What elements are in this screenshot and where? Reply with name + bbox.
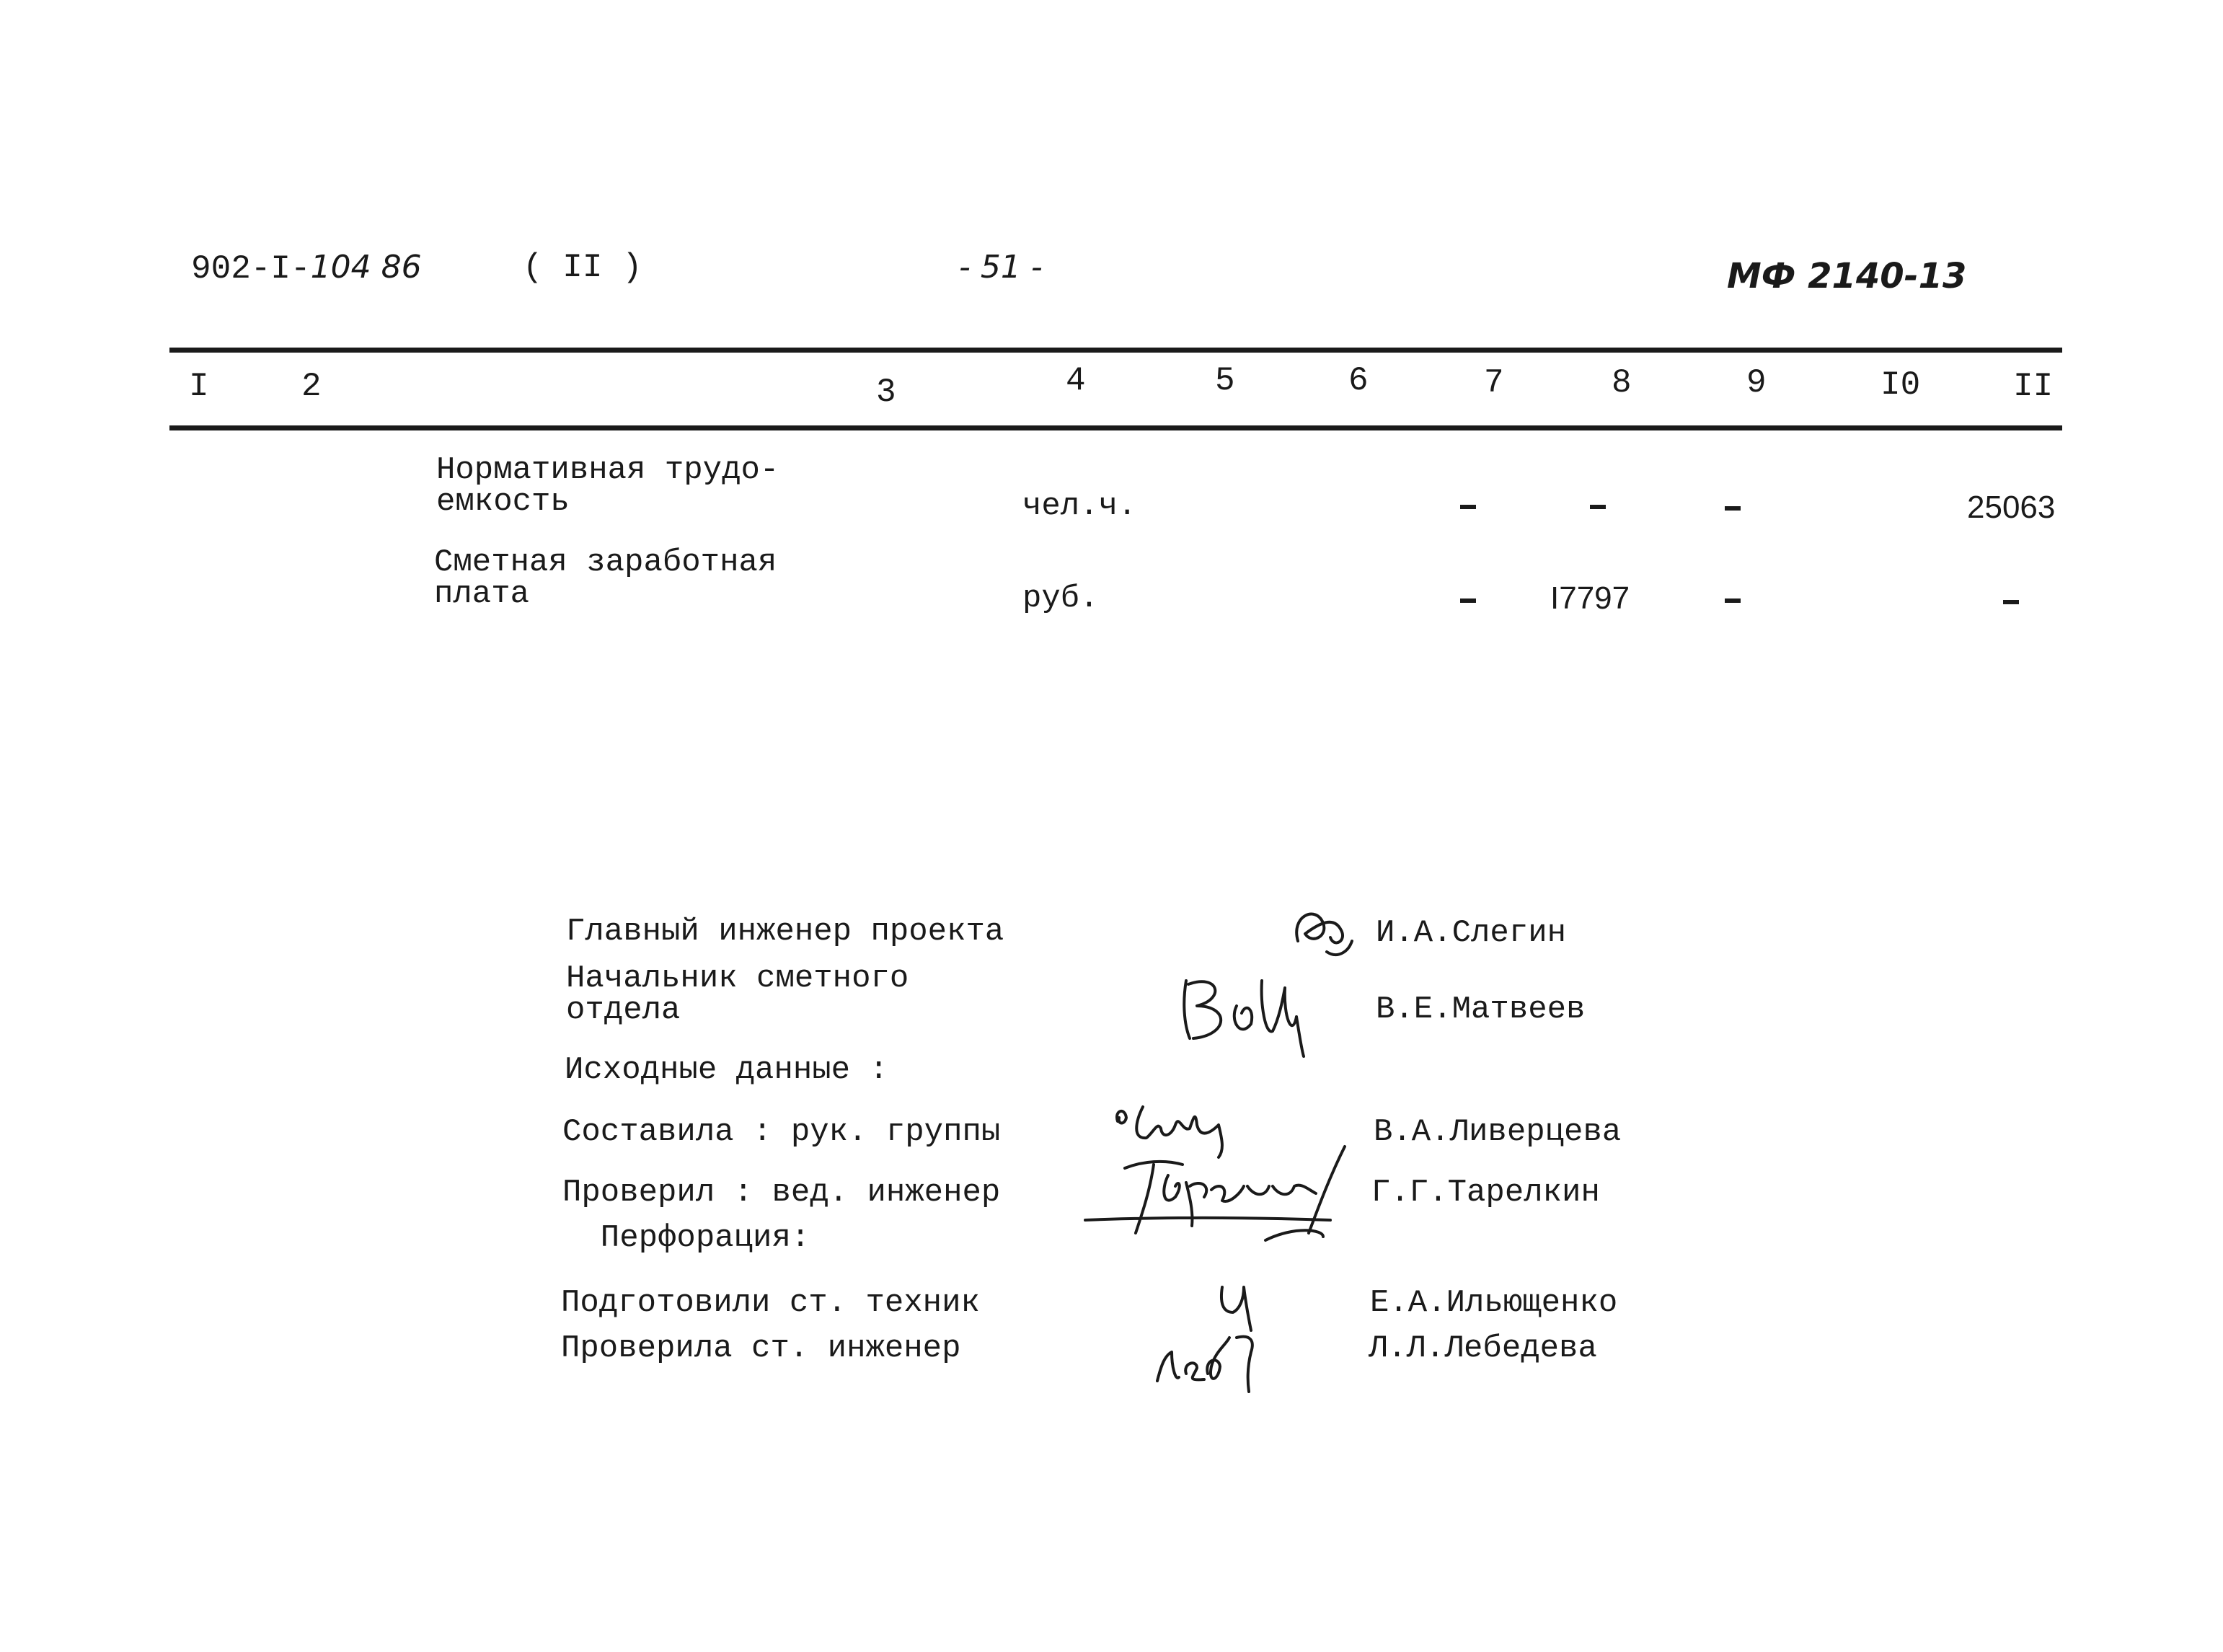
column-number-3: 3 <box>876 374 896 411</box>
column-number-5: 5 <box>1215 362 1235 399</box>
signature-section-source-data: Исходные данные : <box>565 1052 888 1088</box>
signature-role-prepared-by: Подготовили ст. техник <box>561 1285 980 1321</box>
archive-code: МФ 2140-13 <box>1727 256 1967 296</box>
table-row-2-col8: I7797 <box>1550 580 1630 616</box>
column-number-4: 4 <box>1066 362 1086 399</box>
signature-role-checked-by: Проверил : вед. инженер <box>562 1175 1001 1211</box>
table-row-1-col11: 25063 <box>1967 490 2056 525</box>
column-number-9: 9 <box>1746 364 1767 402</box>
page-number: - 51 - <box>959 249 1043 286</box>
document-code <box>191 249 422 288</box>
table-row-2-name <box>434 544 777 612</box>
table-row-1-name <box>436 454 779 518</box>
signature-role-estimate-head-line1: Начальник сметного <box>566 960 909 997</box>
table-header-bottom-rule <box>169 425 2062 430</box>
table-row-2-col7-dash <box>1460 598 1476 603</box>
column-number-8: 8 <box>1612 364 1632 402</box>
signature-section-perforation: Перфорация: <box>562 1220 810 1256</box>
table-row-2-col11-dash <box>2003 600 2019 604</box>
signature-role-compiled-by: Составила : рук. группы <box>562 1114 1001 1150</box>
table-row-1-col9-dash <box>1725 506 1741 511</box>
table-row-1-col7-dash <box>1460 505 1476 509</box>
document-code-handwritten: 104 86 <box>310 249 422 286</box>
table-top-rule <box>169 348 2062 353</box>
table-row-1-name-line2: емкость <box>436 484 570 520</box>
signature-name-livertseva: В.А.Ливерцева <box>1374 1114 1622 1150</box>
column-number-7: 7 <box>1484 364 1504 402</box>
signature-role-verified-by: Проверила ст. инженер <box>561 1330 961 1366</box>
volume-number: ( II ) <box>523 249 642 286</box>
table-row-2-name-line2: плата <box>434 576 530 612</box>
table-row-2-unit: руб. <box>1022 580 1099 617</box>
column-number-11: II <box>2013 368 2054 405</box>
column-number-2: 2 <box>301 368 322 405</box>
column-number-10: I0 <box>1881 366 1921 404</box>
signature-role-estimate-head-line2: отдела <box>566 992 681 1028</box>
table-row-1-col8-dash <box>1590 505 1606 509</box>
handwritten-signature-lebedeva <box>1146 1323 1269 1395</box>
signature-name-tarelkin: Г.Г.Тарелкин <box>1371 1175 1600 1211</box>
handwritten-signature-matveev <box>1175 966 1320 1060</box>
table-row-1-unit: чел.ч. <box>1022 488 1137 524</box>
column-number-6: 6 <box>1348 362 1369 399</box>
document-code-printed: 902-I- <box>191 250 311 288</box>
table-row-2-name-line1: Сметная заработная <box>434 544 777 580</box>
signature-name-matveev: В.Е.Матвеев <box>1376 991 1586 1028</box>
signature-name-ilyushchenko: Е.А.Ильющенко <box>1370 1285 1618 1321</box>
column-number-1: I <box>189 368 209 405</box>
handwritten-signature-slegin <box>1283 901 1363 966</box>
signature-name-lebedeva: Л.Л.Лебедева <box>1369 1330 1597 1366</box>
signature-role-chief-engineer: Главный инженер проекта <box>566 914 1004 950</box>
table-row-1-name-line1: Нормативная трудо- <box>436 452 779 488</box>
table-row-2-col9-dash <box>1725 598 1741 603</box>
signature-role-estimate-head <box>566 960 909 1028</box>
signature-name-slegin: И.А.Слегин <box>1376 915 1567 951</box>
handwritten-signature-tarelkin <box>1085 1139 1374 1247</box>
